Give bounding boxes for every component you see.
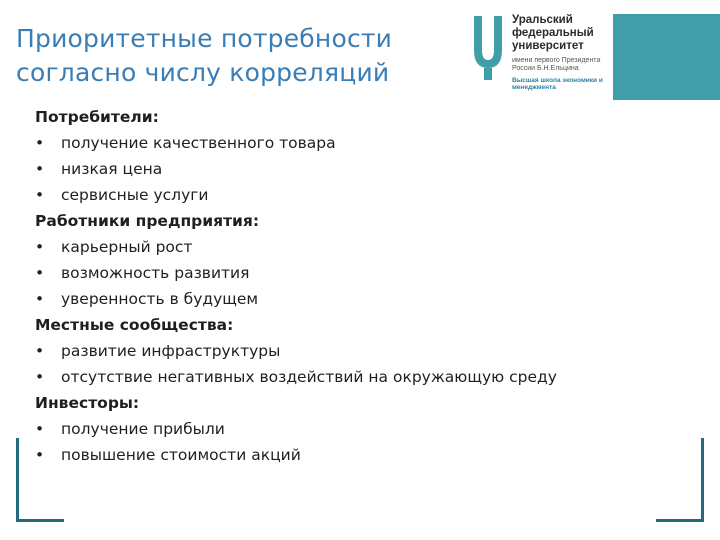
list-item-label: уверенность в будущем bbox=[61, 290, 259, 308]
bullet-icon: • bbox=[35, 290, 45, 308]
list-item-label: сервисные услуги bbox=[61, 186, 209, 204]
group-heading-investors: Инвесторы: bbox=[35, 394, 140, 412]
list-item-label: развитие инфраструктуры bbox=[61, 342, 281, 360]
needs-list bbox=[35, 104, 695, 468]
group-heading-employees: Работники предприятия: bbox=[35, 212, 260, 230]
brand-band bbox=[613, 14, 720, 100]
list-item-label: низкая цена bbox=[61, 160, 163, 178]
bullet-icon: • bbox=[35, 420, 45, 438]
logo-university-name: Уральский федеральный университет bbox=[512, 14, 594, 52]
bullet-icon: • bbox=[35, 186, 45, 204]
list-item-label: получение качественного товара bbox=[61, 134, 336, 152]
group-heading-communities: Местные сообщества: bbox=[35, 316, 234, 334]
list-item bbox=[35, 364, 695, 390]
list-item bbox=[35, 260, 695, 286]
list-item bbox=[35, 416, 695, 442]
list-item-label: карьерный рост bbox=[61, 238, 193, 256]
list-item bbox=[35, 442, 695, 468]
frame-corner-right-bottom bbox=[656, 519, 704, 522]
list-item bbox=[35, 130, 695, 156]
list-item bbox=[35, 234, 695, 260]
bullet-icon: • bbox=[35, 134, 45, 152]
slide-title: Приоритетные потребности согласно числу корреляций bbox=[16, 24, 393, 87]
list-item-label: отсутствие негативных воздействий на окружающую среду bbox=[61, 368, 557, 386]
bullet-icon: • bbox=[35, 238, 45, 256]
university-logo bbox=[470, 14, 720, 100]
logo-university-subtitle: имени первого Президента России Б.Н.Ельцина bbox=[512, 57, 601, 72]
urfu-logo-icon bbox=[470, 14, 506, 80]
logo-text bbox=[512, 14, 608, 91]
frame-corner-right bbox=[701, 438, 704, 522]
list-item-label: повышение стоимости акций bbox=[61, 446, 301, 464]
frame-corner-left-bottom bbox=[16, 519, 64, 522]
bullet-icon: • bbox=[35, 160, 45, 178]
logo-school-name: Высшая школа экономики и менеджмента bbox=[512, 77, 603, 91]
list-item bbox=[35, 182, 695, 208]
bullet-icon: • bbox=[35, 446, 45, 464]
list-item-label: возможность развития bbox=[61, 264, 250, 282]
list-item-label: получение прибыли bbox=[61, 420, 225, 438]
bullet-icon: • bbox=[35, 264, 45, 282]
list-item bbox=[35, 338, 695, 364]
bullet-icon: • bbox=[35, 342, 45, 360]
group-heading-consumers: Потребители: bbox=[35, 108, 159, 126]
list-item bbox=[35, 156, 695, 182]
list-item bbox=[35, 286, 695, 312]
frame-corner-left bbox=[16, 438, 19, 522]
bullet-icon: • bbox=[35, 368, 45, 386]
